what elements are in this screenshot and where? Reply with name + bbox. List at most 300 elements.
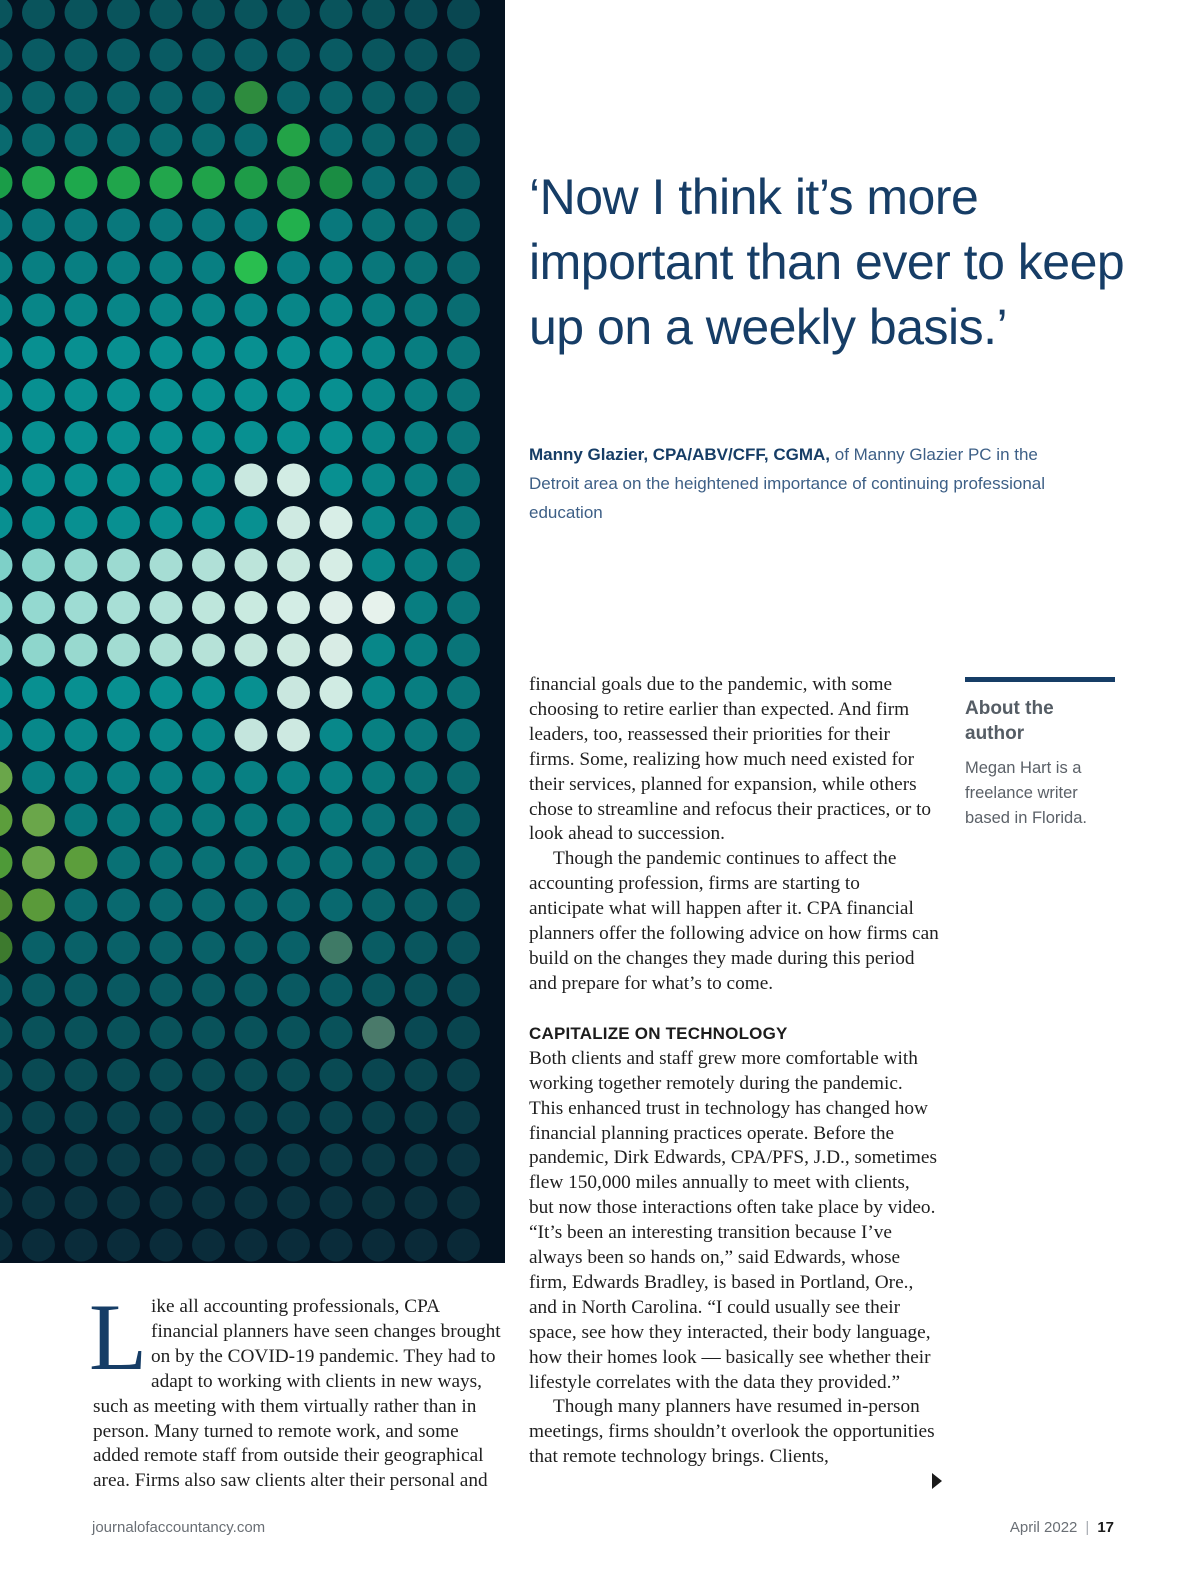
dot [107, 421, 140, 454]
dot [22, 336, 55, 369]
dot [65, 719, 98, 752]
dot [65, 591, 98, 624]
dot [362, 889, 395, 922]
dot [107, 719, 140, 752]
dot [277, 1059, 310, 1092]
dot [320, 1059, 353, 1092]
dot [150, 336, 183, 369]
dot [362, 1059, 395, 1092]
dot [192, 846, 225, 879]
dot [320, 1186, 353, 1219]
dot [362, 1101, 395, 1134]
dot [150, 591, 183, 624]
dot [320, 549, 353, 582]
attribution-description: of Manny Glazier PC in the Detroit area on the heightened importance of continuing professional education [529, 445, 1046, 522]
dot [22, 846, 55, 879]
footer-website: journalofaccountancy.com [92, 1519, 266, 1536]
dot [362, 974, 395, 1007]
dot [150, 634, 183, 667]
dot [405, 761, 438, 794]
dot [107, 379, 140, 412]
dot [192, 974, 225, 1007]
dot [405, 634, 438, 667]
dot [192, 634, 225, 667]
dot [65, 549, 98, 582]
dot [192, 1186, 225, 1219]
dot [320, 1229, 353, 1262]
dot [65, 1016, 98, 1049]
dot [277, 124, 310, 157]
dot [192, 676, 225, 709]
dot [405, 846, 438, 879]
dot [192, 81, 225, 114]
dot [235, 889, 268, 922]
dot [362, 336, 395, 369]
dot [0, 931, 13, 964]
dot [192, 251, 225, 284]
dot [22, 251, 55, 284]
dot [65, 0, 98, 29]
dot [150, 804, 183, 837]
dot [447, 166, 480, 199]
dot [320, 804, 353, 837]
dot [150, 251, 183, 284]
dot [65, 336, 98, 369]
dot [0, 506, 13, 539]
dot [447, 1101, 480, 1134]
dot [22, 0, 55, 29]
dot [192, 1016, 225, 1049]
dot [362, 506, 395, 539]
dot [447, 931, 480, 964]
dot [107, 124, 140, 157]
dot [192, 421, 225, 454]
dot [65, 676, 98, 709]
dot [362, 591, 395, 624]
dot [277, 294, 310, 327]
dot [362, 166, 395, 199]
dot [107, 294, 140, 327]
dot [235, 421, 268, 454]
dot [0, 1059, 13, 1092]
dot [362, 761, 395, 794]
dot [235, 804, 268, 837]
dot [192, 379, 225, 412]
dot [405, 1229, 438, 1262]
dot [362, 39, 395, 72]
dot [405, 294, 438, 327]
dot [235, 1016, 268, 1049]
dot [277, 166, 310, 199]
dot [362, 81, 395, 114]
dot [0, 1229, 13, 1262]
dot [447, 336, 480, 369]
dot [22, 124, 55, 157]
dot [235, 974, 268, 1007]
article-column-middle [529, 673, 939, 1470]
dot [22, 209, 55, 242]
dot [405, 209, 438, 242]
dot [150, 719, 183, 752]
dot [320, 974, 353, 1007]
dot [405, 804, 438, 837]
dot [362, 676, 395, 709]
dot [22, 1101, 55, 1134]
dot [277, 251, 310, 284]
dot [320, 336, 353, 369]
dot [0, 124, 13, 157]
dot [22, 506, 55, 539]
dot [447, 761, 480, 794]
dot [235, 379, 268, 412]
dot [277, 1144, 310, 1177]
dot [235, 81, 268, 114]
dot [65, 804, 98, 837]
dot [405, 719, 438, 752]
dot [107, 81, 140, 114]
dot [447, 39, 480, 72]
dot [362, 379, 395, 412]
dot [277, 336, 310, 369]
dot [320, 634, 353, 667]
dot [107, 761, 140, 794]
dot [0, 761, 13, 794]
dot [150, 1101, 183, 1134]
dot [235, 0, 268, 29]
dot [107, 464, 140, 497]
dot [447, 251, 480, 284]
dot [0, 1144, 13, 1177]
dot [277, 81, 310, 114]
dot [150, 0, 183, 29]
dot [320, 124, 353, 157]
dot [22, 1016, 55, 1049]
dot [235, 549, 268, 582]
dot [447, 1059, 480, 1092]
dot [65, 1186, 98, 1219]
dot [150, 676, 183, 709]
dot [65, 1101, 98, 1134]
dot [150, 889, 183, 922]
dot [150, 209, 183, 242]
article-column-left [89, 1284, 505, 1494]
dot [107, 1229, 140, 1262]
dot [235, 931, 268, 964]
dot [405, 166, 438, 199]
dot [235, 124, 268, 157]
dot [150, 124, 183, 157]
dot [405, 1144, 438, 1177]
dot [277, 676, 310, 709]
dot [192, 549, 225, 582]
dot [447, 1016, 480, 1049]
dot [0, 421, 13, 454]
footer-page-info [1010, 1519, 1114, 1536]
dot [0, 676, 13, 709]
dot [0, 209, 13, 242]
article-paragraph: Though the pandemic continues to affect the accounting profession, firms are starting to anticipate what will happen after it. CPA financial planners offer the following advice on how firms can build on the changes they made during this period and prepare for what’s to come. [529, 848, 939, 994]
dot [192, 761, 225, 794]
dot [320, 464, 353, 497]
dot [107, 974, 140, 1007]
dot [277, 974, 310, 1007]
dot [150, 1186, 183, 1219]
dot [0, 889, 13, 922]
dot [277, 719, 310, 752]
dot [65, 294, 98, 327]
dot [22, 81, 55, 114]
dot [277, 1186, 310, 1219]
dot-grid [0, 0, 505, 1263]
page-number: 17 [1097, 1519, 1114, 1536]
dot [65, 889, 98, 922]
dot [0, 974, 13, 1007]
dot [235, 1186, 268, 1219]
dot [320, 931, 353, 964]
dot [107, 591, 140, 624]
continue-arrow-icon [932, 1473, 942, 1489]
dot [362, 1016, 395, 1049]
dot [405, 39, 438, 72]
article-paragraph: financial goals due to the pandemic, with some choosing to retire earlier than expected. And firm leaders, too, reassessed their priorities for their firms. Some, realizing how much need existed for their services, planned for expansion, while others chose to streamline and refocus their practices, or to look ahead to succession. [529, 674, 932, 845]
dot [235, 846, 268, 879]
dot [405, 931, 438, 964]
section-subhead: CAPITALIZE ON TECHNOLOGY [529, 1023, 788, 1043]
dot [192, 209, 225, 242]
dot [192, 1144, 225, 1177]
dot [107, 39, 140, 72]
dot [65, 1229, 98, 1262]
dot [362, 1229, 395, 1262]
dot [192, 166, 225, 199]
dot [405, 549, 438, 582]
dot [65, 251, 98, 284]
dot [0, 0, 13, 29]
dot [277, 1016, 310, 1049]
dot [447, 676, 480, 709]
dot [65, 634, 98, 667]
dot [150, 294, 183, 327]
dot [405, 1059, 438, 1092]
dot [277, 634, 310, 667]
dot [235, 294, 268, 327]
dot [65, 166, 98, 199]
dot [320, 379, 353, 412]
dot [107, 166, 140, 199]
dot [405, 124, 438, 157]
dot [22, 761, 55, 794]
dot [22, 294, 55, 327]
dot [320, 719, 353, 752]
dot [277, 421, 310, 454]
dot [192, 39, 225, 72]
dot [65, 124, 98, 157]
dot [235, 676, 268, 709]
dot [150, 166, 183, 199]
dot [192, 464, 225, 497]
dot [22, 676, 55, 709]
dot [235, 251, 268, 284]
dot [150, 1144, 183, 1177]
dot [235, 591, 268, 624]
dot [0, 294, 13, 327]
dot [22, 549, 55, 582]
dot [362, 634, 395, 667]
dot [0, 719, 13, 752]
dot [22, 804, 55, 837]
dot [320, 294, 353, 327]
dot [65, 506, 98, 539]
dot [22, 421, 55, 454]
dot [107, 804, 140, 837]
dot [405, 379, 438, 412]
about-author-heading: About the author [965, 698, 1054, 744]
dot [150, 974, 183, 1007]
dot [447, 591, 480, 624]
dot [362, 421, 395, 454]
dot [22, 1229, 55, 1262]
dot [107, 1144, 140, 1177]
dot [362, 846, 395, 879]
dot [320, 1101, 353, 1134]
dot [447, 634, 480, 667]
dot [447, 1144, 480, 1177]
dot [22, 974, 55, 1007]
dot [277, 761, 310, 794]
dot [320, 506, 353, 539]
dot [107, 0, 140, 29]
dot [447, 0, 480, 29]
dot [107, 1016, 140, 1049]
dot [447, 719, 480, 752]
dot [320, 846, 353, 879]
dot [22, 39, 55, 72]
dot [107, 634, 140, 667]
article-opening-text: ike all accounting professionals, CPA financial planners have seen changes brought on by the COVID-19 pandemic. They had to adapt to working with clients in new ways, such as meeting with them virtually rather than in person. Many turned to remote work, and some added remote staff from outside their geographical area. Firms also saw clients alter their personal and [93, 1296, 501, 1492]
dot [65, 464, 98, 497]
dot [320, 421, 353, 454]
dot [22, 166, 55, 199]
dot [65, 379, 98, 412]
dot [362, 124, 395, 157]
dot [107, 1101, 140, 1134]
dot [277, 549, 310, 582]
footer-date: April 2022 [1009, 1519, 1078, 1536]
dot [192, 804, 225, 837]
dot [277, 591, 310, 624]
dot [107, 251, 140, 284]
dot [0, 166, 13, 199]
dot [0, 804, 13, 837]
dot [0, 591, 13, 624]
dot [277, 1101, 310, 1134]
dot [150, 379, 183, 412]
dot [22, 591, 55, 624]
dot [192, 506, 225, 539]
dot [0, 634, 13, 667]
dot [405, 676, 438, 709]
dot [192, 1101, 225, 1134]
dot [235, 209, 268, 242]
dot [65, 846, 98, 879]
dot [405, 1186, 438, 1219]
dot [150, 421, 183, 454]
dot [447, 379, 480, 412]
dot [320, 889, 353, 922]
dot [405, 506, 438, 539]
dot [150, 1016, 183, 1049]
dot [277, 1229, 310, 1262]
dot [65, 761, 98, 794]
dot [150, 81, 183, 114]
dot [0, 81, 13, 114]
pull-quote-attribution [529, 440, 1049, 527]
dot [0, 379, 13, 412]
dot [362, 549, 395, 582]
dot [192, 889, 225, 922]
dot [192, 931, 225, 964]
dot [362, 719, 395, 752]
dot [235, 634, 268, 667]
dot [0, 336, 13, 369]
dot [362, 931, 395, 964]
dot [405, 251, 438, 284]
dot [320, 591, 353, 624]
dot [447, 846, 480, 879]
article-paragraph: Though many planners have resumed in-person meetings, firms shouldn’t overlook the opportunities that remote technology brings. Clients, [529, 1396, 935, 1468]
dot [22, 931, 55, 964]
dot [277, 846, 310, 879]
drop-cap: L [89, 1284, 148, 1390]
dot [22, 634, 55, 667]
dot [277, 39, 310, 72]
dot [405, 81, 438, 114]
dot [405, 336, 438, 369]
dot [192, 1229, 225, 1262]
dot [150, 761, 183, 794]
dot [22, 1059, 55, 1092]
dot [22, 464, 55, 497]
dot [107, 676, 140, 709]
dot [150, 1229, 183, 1262]
dot [235, 166, 268, 199]
dot [362, 1186, 395, 1219]
dot [235, 464, 268, 497]
dot [277, 889, 310, 922]
dot [192, 294, 225, 327]
dot [405, 1101, 438, 1134]
dot [235, 1101, 268, 1134]
dot [0, 1101, 13, 1134]
dot [0, 251, 13, 284]
dot [0, 549, 13, 582]
dot [192, 0, 225, 29]
dot [447, 209, 480, 242]
dot [22, 719, 55, 752]
dot [447, 974, 480, 1007]
dot [235, 336, 268, 369]
dot [320, 0, 353, 29]
dot [107, 549, 140, 582]
dot [447, 294, 480, 327]
dot [22, 889, 55, 922]
dot [107, 336, 140, 369]
dot [235, 719, 268, 752]
dot [235, 39, 268, 72]
dot [405, 889, 438, 922]
dot [107, 846, 140, 879]
dot [65, 209, 98, 242]
